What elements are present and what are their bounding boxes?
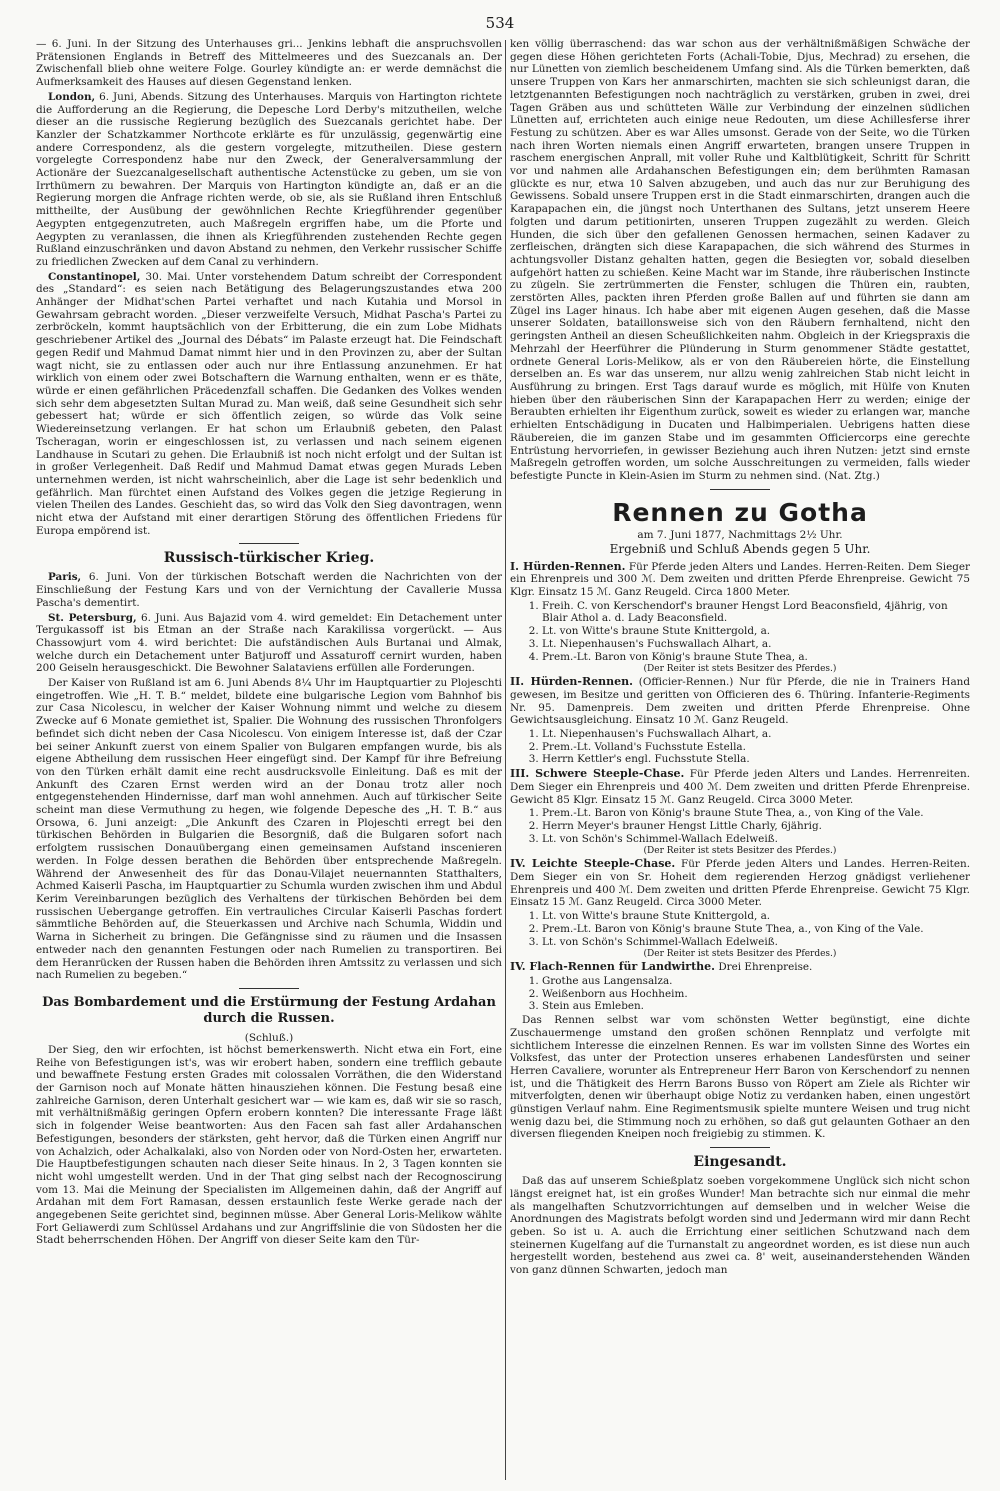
- section-heading: Eingesandt.: [693, 1154, 787, 1171]
- horse-result: 2. Herrn Meyer's brauner Hengst Little Charly, 6jährig.: [542, 820, 970, 833]
- race-title: I. Hürden-Rennen.: [510, 559, 626, 573]
- rider-note: (Der Reiter ist stets Besitzer des Pferdes.): [643, 949, 837, 960]
- horse-result: 4. Prem.-Lt. Baron von König's braune Stute Thea, a.: [542, 651, 970, 664]
- article-paragraph: — 6. Juni. In der Sitzung des Unterhauses gri... Jenkins lebhaft die anspruchsvollen Prätensionen Englands in Betreff des Mittelmeeres und des Suezcanals an. Der Zwischenfall blieb ohne weitere Folge. Gourley kündigte an: er werde demnächst die Aufmerksamkeit des Hauses auf diesen Gegenstand lenken.: [36, 38, 502, 89]
- horse-result: 2. Prem.-Lt. Baron von König's braune Stute Thea, a., von King of the Vale.: [542, 923, 970, 936]
- horse-result: 2. Weißenborn aus Hochheim.: [542, 988, 970, 1001]
- race-conditions: Drei Ehrenpreise.: [715, 961, 813, 974]
- article-paragraph: [36, 271, 502, 538]
- race-title: III. Schwere Steeple-Chase.: [510, 767, 685, 781]
- horse-list: [510, 600, 970, 664]
- rennen-title: Rennen zu Gotha: [612, 497, 868, 527]
- horse-result: 1. Grothe aus Langensalza.: [542, 975, 970, 988]
- race-conditions: Für Pferde jeden Alters und Landes. Herrenreiten. Dem Sieger ein Ehrenpreis und 400 ℳ. Dem zweiten und dritten Pferde Ehrenpreise. Gewicht 85 Klgr. Einsatz 15 ℳ. Ganz Reugeld. Circa 3000 Meter.: [510, 768, 970, 806]
- horse-result: 1. Freih. C. von Kerschendorf's brauner Hengst Lord Beaconsfield, 4jährig, von Blair Athol a. d. Lady Beaconsfield.: [542, 600, 970, 625]
- separator: [239, 988, 299, 989]
- right-column: [510, 38, 970, 1484]
- article-paragraph: Der Kaiser von Rußland ist am 6. Juni Abends 8¼ Uhr im Hauptquartier zu Plojeschti eingetroffen. Wie „H. T. B.“ meldet, bildete eine bulgarische Legion vom Bahnhof bis zur Casa Nicolescu, in welcher der Kaiser Wohnung nimmt und welche zu diesem Zwecke auf 6 Monate gemiethet ist, Spalier. Die Wohnung des russischen Thronfolgers befindet sich dicht neben der Casa Nicolescu. Von einigem Interesse ist, daß der Czar bei seiner Ankunft zuerst von einem Spalier von Bulgaren empfangen wurde, bis als eigene Abtheilung dem russischen Heer eingefügt sind. Der Kampf für ihre Befreiung von den Türken erhält damit eine recht ausdrucksvolle Einleitung. Daß es mit der Ankunft des Czaren Ernst werden wird an der Donau trotz aller noch entgegenstehenden Hindernisse, darf man wohl annehmen. Auch auf türkischer Seite scheint man diese Vermuthung zu hegen, wie folgende Depesche des „H. T. B.“ aus Orsowa, 6. Juni anzeigt: „Die Ankunft des Czaren in Plojeschti erregt bei den türkischen Behörden in Bulgarien die Besorgniß, daß die Bulgaren sofort nach erfolgtem russischen Donauübergang einen gemeinsamen Aufstand inscenieren werden. In Folge dessen berathen die Behörden über entsprechende Maßregeln. Während der Anwesenheit des für das Donau-Vilajet neuernannten Statthalters, Achmed Kaiserli Pascha, im Hauptquartier zu Schumla wurden zwischen ihm und Abdul Kerim Vereinbarungen bezüglich des Verhaltens der türkischen Behörden bei dem russischen Uebergange getroffen. Ein vertrauliches Circular Kaiserli Paschas fordert sämmtliche Behörden auf, die Steuerkassen und Archive nach Schumla, Widdin und Warna in Sicherheit zu bringen. Die Gefängnisse sind zu räumen und die Insassen entweder nach den genannten Festungen oder nach Rumelien zu transportiren. Bei dem Heranrücken der Russen haben die Behörden ihren Amtssitz zu verlassen und sich nach Rumelien zu begeben.“: [36, 677, 502, 982]
- rider-note: (Der Reiter ist stets Besitzer des Pferdes.): [643, 664, 837, 675]
- article-paragraph: [36, 571, 502, 609]
- rennen-subtitle: Ergebniß und Schluß Abends gegen 5 Uhr.: [609, 541, 871, 556]
- dateline: Constantinopel,: [48, 270, 141, 283]
- horse-result: 2. Lt. von Witte's braune Stute Knittergold, a.: [542, 625, 970, 638]
- race-entry: [510, 561, 970, 599]
- race-title: IV. Flach-Rennen für Landwirthe.: [510, 960, 716, 974]
- race-entry: [510, 858, 970, 909]
- race-conditions: Für Pferde jeden Alters und Landes. Herren-Reiten. Dem Sieger ein Ehrenpreis und 300 ℳ. Dem zweiten und dritten Pferde Ehrenpreise. Gewicht 75 Klgr. Einsatz 15 ℳ. Ganz Reugeld. Circa 1800 Meter.: [510, 560, 970, 599]
- section-heading: Russisch-türkischer Krieg.: [163, 550, 375, 567]
- article-paragraph: ken völlig überraschend: das war schon aus der verhältnißmäßigen Schwäche der gegen diese Höhen gerichteten Forts (Achali-Tobie, Djus, Mechrad) zu ersehen, die nur Lünetten von ziemlich bescheidenem Umfang sind. Als die Türken bemerkten, daß unsere Truppen von Kars her anmarschirten, machten sie sich schleunigst daran, die letztgenannten Befestigungen noch nachträglich zu verstärken, gruben in zwei, drei Tagen Gräben aus und schütteten Wälle zur Verbindung der einzelnen südlichen Lünetten auf, errichteten auch einige neue Redouten, um diese Achillesferse ihrer Festung zu schützen. Aber es war Alles umsonst. Gerade von der Seite, wo die Türken nach ihren Worten niemals einen Angriff erwarteten, brangen unsere Truppen in raschem energischen Anprall, mit voller Ruhe und Kaltblütigkeit, Schritt für Schritt vor und nahmen alle Ardahanschen Befestigungen ein; dem berühmten Ramasan glückte es nur, etwa 10 Salven abzugeben, und auch das nur zur Beruhigung des Gewissens. Sobald unsere Truppen erst in die Stadt einmarschirten, drangen auch die Karapapachen ein, die jüngst noch Unterthanen des Sultans, jetzt unserem Heere folgten und darum petitionirten, unseren Truppen zugezählt zu werden. Gleich Hunden, die sich über den gefallenen Genossen hermachen, seinen Kadaver zu zerfleischen, drängten sich diese Karapapachen, die sich während des Sturmes in achtungsvoller Distanz gehalten hatten, gegen die Besiegten vor, sobald dieselben aufgehört hatten zu schießen. Keine Macht war im Stande, ihre räuberischen Instincte zu zügeln. Sie zertrümmerten die Fenster, schlugen die Thüren ein, raubten, zerstörten Alles, packten ihren Pferden große Ballen auf und führten sie dann am Zügel ins Lager hinaus. Ich habe aber mit eigenen Augen gesehen, daß die Masse unserer Soldaten, bataillonsweise sich von den Räubern fernhaltend, nicht den geringsten Antheil an diesen Scheußlichkeiten nahm. Obgleich in der Kriegspraxis die Mehrzahl der Heerführer die Plünderung in Sturm genommener Städte gestattet, ordnete General Loris-Melikow, als er von den Räubereien hörte, die Einstellung derselben an. Es war das unserem, nur allzu wenig zahlreichen Stab nicht leicht in Ausführung zu bringen. Erst Tags darauf wurde es möglich, mit Hülfe von Knuten hieben über den räuberischen Sinn der Karapapachen Herr zu werden; einige der Beraubten erhielten ihr Eigenthum zurück, soweit es wieder zu erlangen war, manche erhielten Entschädigung in Ducaten und Halbimperialen. Uebrigens hatten diese Räubereien, die im ganzen Stabe und im gesammten Officiercorps eine gerechte Entrüstung hervorriefen, in gewisser Beziehung auch ihren Nutzen: jetzt sind ernste Maßregeln getroffen worden, um solche Ausschreitungen zu vermeiden, falls wieder befestigte Puncte in Klein-Asien im Sturm zu nehmen sind. (Nat. Ztg.): [510, 38, 970, 482]
- column-divider: [505, 40, 506, 1480]
- paragraph-text: Das Rennen selbst war vom schönsten Wetter begünstigt, eine dichte Zuschauermenge umstand den großen schönen Rennplatz und verfolgte mit sichtlichem Interesse die einzelnen Rennen. Es war im vollsten Sinne des Wortes ein Volksfest, das unter der Protection unseres erhabenen Landesfürsten und seiner Herren Cavaliere, worunter als Entrepreneur Herr Baron von Kerschendorf zu nennen ist, und die Thätigkeit des Herrn Barons Busso von Röpert am Ziele als Richter wir mitverfolgten, denen wir überhaupt obige Notiz zu verdanken haben, einen ungestört günstigen Verlauf nahm. Eine Regimentsmusik spielte muntere Weisen und trug nicht wenig dazu bei, die Stimmung noch zu erhöhen, so daß gut gelaunten Gothaer an den diversen fliegenden Kneipen noch freigiebig zu stimmen.: [510, 1014, 970, 1141]
- article-paragraph: Daß das auf unserem Schießplatz soeben vorgekommene Unglück sich nicht schon längst ereignet hat, ist ein großes Wunder! Man betrachte sich nur einmal die mehr als mangelhaften Schutzvorrichtungen auf demselben und in welcher Weise die Anordnungen des Magistrats befolgt worden sind und Jedermann wird mir dann Recht geben. So ist u. A. auch die Errichtung einer seitlichen Schutzwand nach dem steinernen Kugelfang auf die Turnanstalt zu angeordnet worden, es ist diese nun auch hergestellt worden, bestehend aus zwei ca. 8' weit, auseinanderstehenden Wänden von ganz dünnen Schwarten, jedoch man: [510, 1175, 970, 1277]
- horse-result: 3. Lt. Niepenhausen's Fuchswallach Alhart, a.: [542, 638, 970, 651]
- dateline: Paris,: [48, 571, 82, 584]
- paragraph-text: 6. Juni, Abends. Sitzung des Unterhauses. Marquis von Hartington richtete die Aufforderung an die Regierung, die Depesche Lord Derby's mitzutheilen, welche dieser an die russische Regierung bezüglich des Suezcanals gerichtet habe. Der Kanzler der Schatzkammer Northcote erklärte es für unzulässig, gegenwärtig eine andere Correspondenz, als die gestern vorgelegte, mitzutheilen. Diese gestern vorgelegte Correspondenz habe nur den Zweck, der Generalversammlung der Actionäre der Suezcanalgesellschaft authentische Actenstücke zu geben, um sie von Irrthümern zu bewahren. Der Marquis von Hartington kündigte an, daß er an die Regierung morgen die Anfrage richten werde, ob sie, als sie Rußland ihren Entschluß mittheilte, der Ausübung der gewöhnlichen Rechte Kriegführender gegenüber Aegypten entgegenzutreten, auch Maßregeln ergriffen habe, um die Pforte und Aegypten zu veranlassen, die ihnen als Kriegführenden zustehenden Rechte gegen Rußland einzuschränken und davon Abstand zu nehmen, den Verkehr russischer Schiffe zu friedlichen Zwecken auf dem Canal zu verhindern.: [36, 90, 502, 268]
- author-signature: K.: [814, 1128, 826, 1141]
- horse-list: [510, 975, 970, 1013]
- dateline: London,: [48, 90, 96, 103]
- horse-result: 3. Lt. von Schön's Schimmel-Wallach Edelweiß.: [542, 833, 970, 846]
- race-entry: [510, 676, 970, 727]
- horse-result: 3. Lt. von Schön's Schimmel-Wallach Edelweiß.: [542, 936, 970, 949]
- race-title: II. Hürden-Rennen.: [510, 675, 633, 689]
- paragraph-text: 30. Mai. Unter vorstehendem Datum schreibt der Correspondent des „Standard“: es seien nach Betätigung des Belagerungszustandes etwa 200 Anhänger der Midhat'schen Partei verhaftet und nach Kutahia und Morsol in Gewahrsam gebracht worden. „Dieser verzweifelte Versuch, Midhat Pascha's Partei zu zerbröckeln, kommt hauptsächlich von der Erbitterung, die ein zum Lobe Midhats geschriebener Artikel des „Journal des Débats“ im Palaste erzeugt hat. Die Feindschaft gegen Redif und Mahmud Damat nimmt hier und in den Provinzen zu, aber der Sultan wagt nicht, sie zu entlassen oder auch nur ihre Entlassung anzunehmen. Er hat wirklich von einem oder zwei Botschaftern die Warnung enthalten, wenn er es thäte, würde er einen gefährlichen Präcedenzfall schaffen. Die Gedanken des Volkes wenden sich sehr dem abgesetzten Sultan Murad zu. Man weiß, daß seine Gesundheit sich sehr gebessert hat; würde er sich öffentlich zeigen, so würde das Volk seine Wiedereinsetzung verlangen. Er hat schon um Erlaubniß gebeten, den Palast Tscheragan, worin er eingeschlossen ist, zu verlassen und nach seinem eigenen Landhause in Scutari zu gehen. Die Erlaubniß ist noch nicht erfolgt und der Sultan ist in großer Verlegenheit. Daß Redif und Mahmud Damat etwas gegen Murads Leben unternehmen werden, ist nicht wahrscheinlich, aber die Lage ist sehr bedenklich und gefährlich. Man fürchtet einen Aufstand des Volkes gegen die jetzige Regierung in vielen Theilen des Landes. Geschieht das, so wird das Volk den Sieg davontragen, wenn nicht etwa der Aufstand mit einer derartigen Störung des öffentlichen Friedens für Europa empörend ist.: [36, 270, 502, 537]
- horse-result: 1. Lt. von Witte's braune Stute Knittergold, a.: [542, 910, 970, 923]
- horse-result: 3. Herrn Kettler's engl. Fuchsstute Stella.: [542, 753, 970, 766]
- section-subheading: (Schluß.): [244, 1031, 294, 1044]
- section-heading: Das Bombardement und die Erstürmung der Festung Ardahan durch die Russen.: [42, 994, 496, 1026]
- rennen-date: am 7. Juni 1877, Nachmittags 2½ Uhr.: [637, 528, 843, 541]
- article-paragraph: [36, 91, 502, 269]
- race-entry: [510, 768, 970, 806]
- race-entry: [510, 961, 970, 974]
- separator: [710, 489, 770, 490]
- paragraph-text: 6. Juni. Von der türkischen Botschaft werden die Nachrichten von der Einschließung der Festung Kars und von der Vernichtung der Cavallerie Mussa Pascha's dementirt.: [36, 571, 502, 609]
- race-conditions: Für Pferde jeden Alters und Landes. Herren-Reiten. Dem Sieger ein von Sr. Hoheit dem regierenden Herzog gnädigst verliehener Ehrenpreis und 400 ℳ. Dem zweiten und dritten Pferde Ehrenpreise. Gewicht 75 Klgr. Einsatz 15 ℳ. Ganz Reugeld. Circa 3000 Meter.: [510, 858, 970, 909]
- article-paragraph: [510, 1014, 970, 1141]
- paragraph-text: 6. Juni. Aus Bajazid vom 4. wird gemeldet: Ein Detachement unter Tergukassoff ist bis Etman an der Straße nach Karakilissa vorgerückt. — Aus Chassowjurt vom 4. wird berichtet: Die aufständischen Auls Burtanai und Almak, welche durch ein Detachement unter Batjuroff und Assaturoff cernirt wurden, haben 200 Geiseln herausgeschickt. Die Bewohner Salataviens erfüllen alle Forderungen.: [36, 611, 502, 675]
- horse-result: 3. Stein aus Emleben.: [542, 1000, 970, 1013]
- horse-result: 1. Prem.-Lt. Baron von König's braune Stute Thea, a., von King of the Vale.: [542, 807, 970, 820]
- race-title: IV. Leichte Steeple-Chase.: [510, 857, 676, 871]
- horse-result: 1. Lt. Niepenhausen's Fuchswallach Alhart, a.: [542, 728, 970, 741]
- page-number: 534: [485, 14, 515, 32]
- dateline: St. Petersburg,: [48, 611, 137, 624]
- left-column: [36, 38, 502, 1484]
- horse-result: 2. Prem.-Lt. Volland's Fuchsstute Estella.: [542, 741, 970, 754]
- article-paragraph: [36, 612, 502, 676]
- separator: [710, 1147, 770, 1148]
- race-conditions: (Officier-Rennen.) Nur für Pferde, die nie in Trainers Hand gewesen, im Besitze und geritten von Officieren des 6. Thüring. Infanterie-Regiments Nr. 95. Damenpreis. Dem zweiten und dritten Pferde Ehrenpreise. Ohne Gewichtsausgleichung. Einsatz 10 ℳ. Ganz Reugeld.: [510, 676, 970, 727]
- rider-note: (Der Reiter ist stets Besitzer des Pferdes.): [643, 846, 837, 857]
- article-paragraph: Der Sieg, den wir erfochten, ist höchst bemerkenswerth. Nicht etwa ein Fort, eine Reihe von Befestigungen ist's, was wir erobert haben, sondern eine trefflich gebaute und bewaffnete Festung ersten Grades mit colossalen Vorräthen, die den Widerstand der Garnison noch auf Monate hätten hinausziehen können. Die Festung besaß eine zahlreiche Garnison, deren Unterhalt gesichert war — wie kam es, daß wir sie so rasch, mit verhältnißmäßig geringen Opfern erobern konnten? Die interessante Frage läßt sich in folgender Weise beantworten: Aus den Facen sah fast aller Ardahanschen Befestigungen, besonders der stärksten, geht hervor, daß die Türken einen Angriff nur von Achalzich, oder Achalkalaki, also von Norden oder von Nord-Osten her, erwarteten. Die Hauptbefestigungen schauten nach dieser Seite hinaus. In 2, 3 Tagen konnten sie nicht wohl umgestellt werden. Und in der That ging selbst nach der Recognoscirung vom 13. Mai die Meinung der Specialisten im Allgemeinen dahin, daß der Angriff auf Ardahan mit dem Fort Ramasan, dessen erstaunlich feste Werke gerade nach der angegebenen Seite gerichtet sind, beginnen müsse. Aber General Loris-Melikow wählte Fort Geliawerdi zum Schlüssel Ardahans und zur Angriffslinie die von Südosten her die Stadt beherrschenden Höhen. Der Angriff von dieser Seite kam den Tür-: [36, 1043, 502, 1247]
- separator: [239, 543, 299, 544]
- horse-list: [510, 728, 970, 766]
- horse-list: [510, 910, 970, 948]
- horse-list: [510, 807, 970, 845]
